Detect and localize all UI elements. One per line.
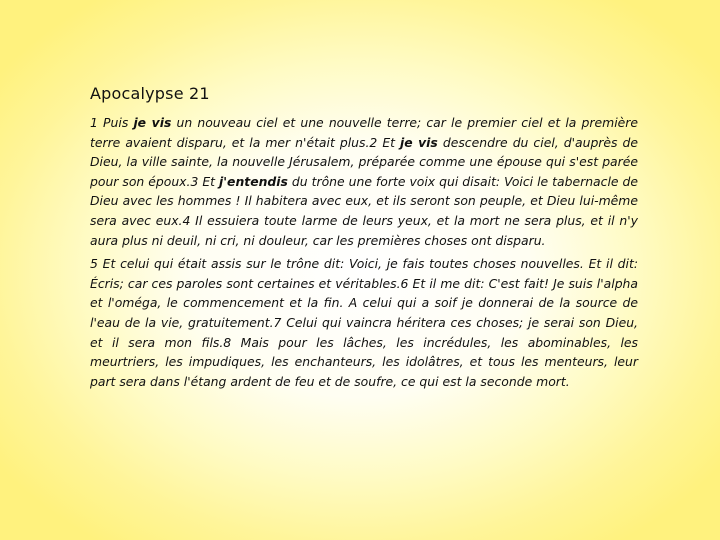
text-run: 1 Puis	[90, 115, 134, 130]
text-run: 5 Et celui qui était assis sur le trône dit: Voici, je fais toutes choses nouvelles. Et il dit: Écris; car ces paroles sont certaines et véritables.6 Et il me dit: C'est fait! Je suis l'alpha et l'oméga, le commencement et la fin. A celui qui a soif je donnerai de la source de l'eau de la vie, gratuitement.7 Celui qui vaincra héritera ces choses; je serai son Dieu, et il sera mon fils.8 Mais pour les lâches, les incrédules, les abominables, les meurtriers, les impudiques, les enchanteurs, les idolâtres, et tous les menteurs, leur part sera dans l'étang ardent de feu et de soufre, ce qui est la seconde mort.	[90, 256, 638, 389]
text-run-bold: je vis	[133, 115, 172, 130]
text-run: descendre du ciel, d'auprès de Dieu, la ville sainte, la nouvelle Jérusalem, préparée comme une épouse qui s'est parée pour son époux.3 Et	[90, 134, 638, 189]
slide-text-block	[90, 84, 638, 395]
text-run-bold: j'entendis	[219, 173, 288, 189]
paragraph-1	[90, 113, 638, 250]
slide-title: Apocalypse 21	[90, 84, 210, 103]
text-run: du trône une forte voix qui disait: Voici le tabernacle de Dieu avec les hommes ! Il habitera avec eux, et ils seront son peuple, et Dieu lui-même sera avec eux.4 Il essuiera toute larme de leurs yeux, et la mort ne sera plus, et il n'y aura plus ni deuil, ni cri, ni douleur, car les premières choses ont disparu.	[90, 173, 638, 248]
text-run: un nouveau ciel et une nouvelle terre; car le premier ciel et la première terre avaient disparu, et la mer n'était plus.2 Et	[90, 115, 638, 150]
paragraph-2	[90, 254, 638, 391]
text-run-bold: je vis	[400, 134, 438, 150]
